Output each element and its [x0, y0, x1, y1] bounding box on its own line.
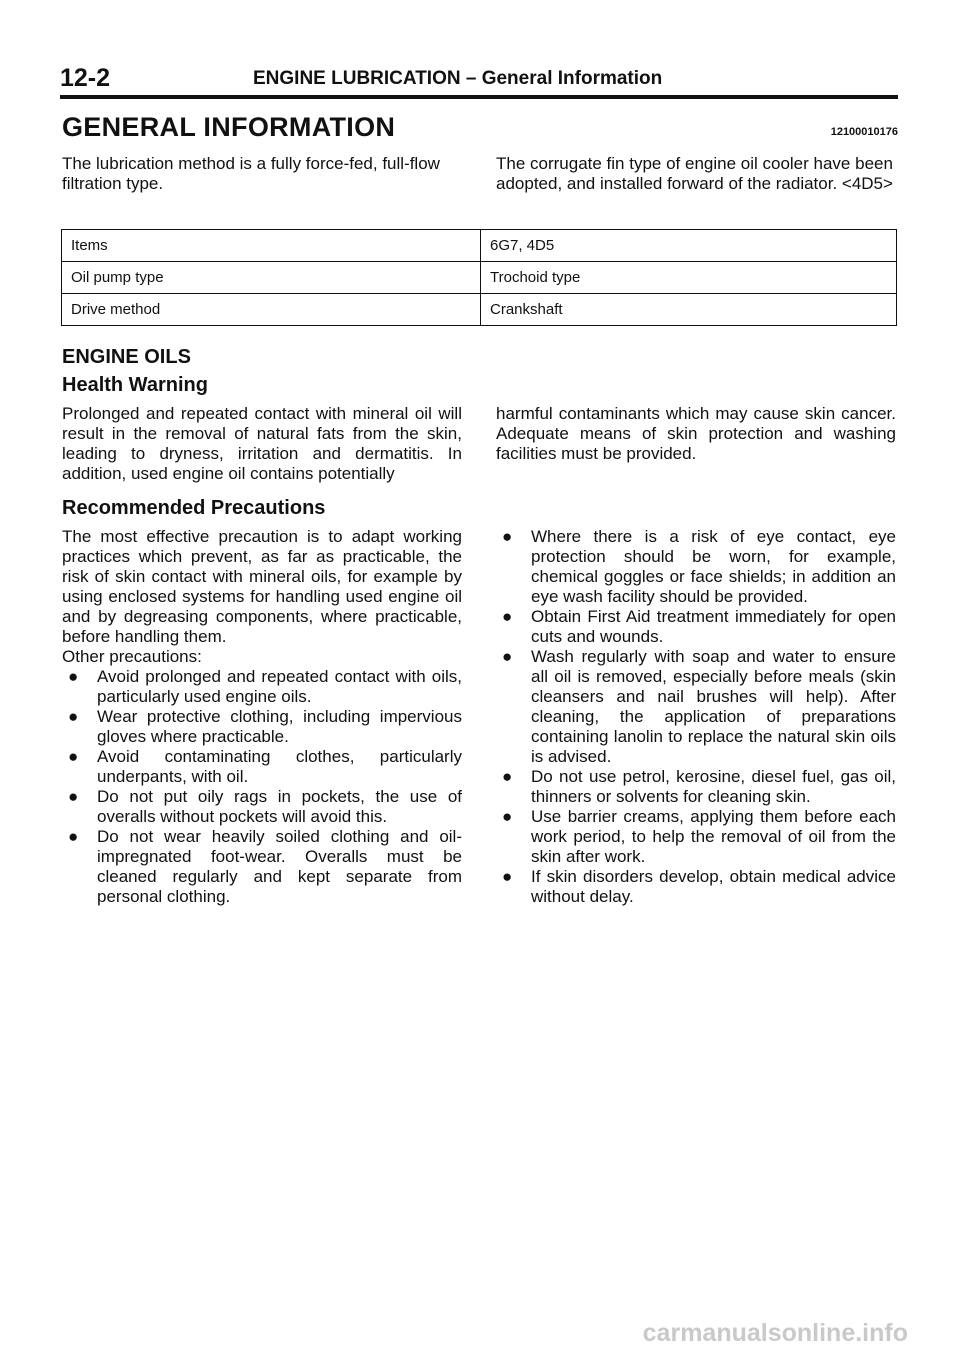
- list-item: [496, 647, 896, 767]
- list-item-text: Avoid prolonged and repeated contact with oils, particularly used engine oils.: [97, 667, 462, 706]
- table-cell: Trochoid type: [481, 262, 897, 294]
- document-code: 12100010176: [830, 126, 898, 138]
- table-cell: Items: [62, 230, 481, 262]
- table-cell: Oil pump type: [62, 262, 481, 294]
- intro-left: [62, 154, 462, 194]
- list-item-text: Use barrier creams, applying them before each work period, to help the removal of oil from the skin after work.: [531, 807, 896, 866]
- list-item-text: If skin disorders develop, obtain medical advice without delay.: [531, 867, 896, 906]
- list-item: [496, 767, 896, 807]
- chapter-title: ENGINE LUBRICATION – General Information: [253, 68, 663, 89]
- list-item-text: Where there is a risk of eye contact, eye protection should be worn, for example, chemical goggles or face shields; in addition an eye wash facility should be provided.: [531, 527, 896, 606]
- list-item-text: Avoid contaminating clothes, particularly underpants, with oil.: [97, 747, 462, 786]
- page-number: 12-2: [60, 64, 111, 92]
- table-cell: 6G7, 4D5: [481, 230, 897, 262]
- section-title: GENERAL INFORMATION: [62, 112, 396, 142]
- list-item: [62, 667, 462, 707]
- list-item: [496, 607, 896, 647]
- list-item: [62, 747, 462, 787]
- watermark: carmanualsonline.info: [642, 1319, 908, 1347]
- intro-right-text: The corrugate fin type of engine oil cooler have been adopted, and installed forward of the radiator. <4D5>: [496, 154, 893, 193]
- list-item-text: Do not put oily rags in pockets, the use of overalls without pockets will avoid this.: [97, 787, 462, 826]
- health-warning-left: [62, 404, 462, 484]
- engine-oils-heading: ENGINE OILS: [62, 346, 191, 368]
- list-item: [496, 867, 896, 907]
- table-row: [62, 294, 897, 326]
- precautions-heading: Recommended Precautions: [62, 497, 326, 519]
- left-bullet-list: [62, 667, 462, 907]
- list-item-text: Wash regularly with soap and water to ensure all oil is removed, especially before meals (skin cleansers and nail brushes will help). After cleaning, the application of preparations containing lanolin to replace the natural skin oils is advised.: [531, 647, 896, 766]
- list-item-text: Do not wear heavily soiled clothing and oil-impregnated foot-wear. Overalls must be cleaned regularly and kept separate from personal clothing.: [97, 827, 462, 906]
- bullet-icon: ●: [502, 807, 513, 826]
- list-item: [62, 827, 462, 907]
- table-cell: Crankshaft: [481, 294, 897, 326]
- list-item: [62, 787, 462, 827]
- bullet-icon: ●: [68, 827, 79, 846]
- list-item: [62, 707, 462, 747]
- bullet-icon: ●: [502, 767, 513, 786]
- list-item: [496, 527, 896, 607]
- intro-left-text: The lubrication method is a fully force-fed, full-flow filtration type.: [62, 154, 440, 193]
- spec-table: [61, 229, 897, 326]
- bullet-icon: ●: [502, 607, 513, 626]
- health-warning-left-text: Prolonged and repeated contact with mineral oil will result in the removal of natural fats from the skin, leading to dryness, irritation and dermatitis. In addition, used engine oil contains potentially: [62, 404, 462, 483]
- page-header: [60, 64, 898, 96]
- bullet-icon: ●: [502, 527, 513, 546]
- table-row: [62, 262, 897, 294]
- precautions-left-column: [62, 527, 462, 907]
- bullet-icon: ●: [68, 787, 79, 806]
- precautions-intro: The most effective precaution is to adapt working practices which prevent, as far as practicable, the risk of skin contact with mineral oils, for example by using enclosed systems for handling used engine oil and by degreasing components, where practicable, before handling them.: [62, 527, 462, 646]
- bullet-icon: ●: [68, 707, 79, 726]
- list-item-text: Obtain First Aid treatment immediately for open cuts and wounds.: [531, 607, 896, 646]
- table-cell: Drive method: [62, 294, 481, 326]
- list-item-text: Do not use petrol, kerosine, diesel fuel, gas oil, thinners or solvents for cleaning skin.: [531, 767, 896, 806]
- health-warning-right-text: harmful contaminants which may cause skin cancer. Adequate means of skin protection and washing facilities must be provided.: [496, 404, 896, 463]
- other-precautions-label: Other precautions:: [62, 647, 202, 666]
- table-row: [62, 230, 897, 262]
- header-rule: [60, 95, 898, 99]
- health-warning-right: [496, 404, 896, 464]
- list-item: [496, 807, 896, 867]
- bullet-icon: ●: [68, 747, 79, 766]
- bullet-icon: ●: [502, 647, 513, 666]
- list-item-text: Wear protective clothing, including impervious gloves where practicable.: [97, 707, 462, 746]
- right-bullet-list: [496, 527, 896, 907]
- precautions-right-column: [496, 527, 896, 907]
- bullet-icon: ●: [502, 867, 513, 886]
- health-warning-heading: Health Warning: [62, 374, 208, 396]
- bullet-icon: ●: [68, 667, 79, 686]
- intro-right: [496, 154, 896, 194]
